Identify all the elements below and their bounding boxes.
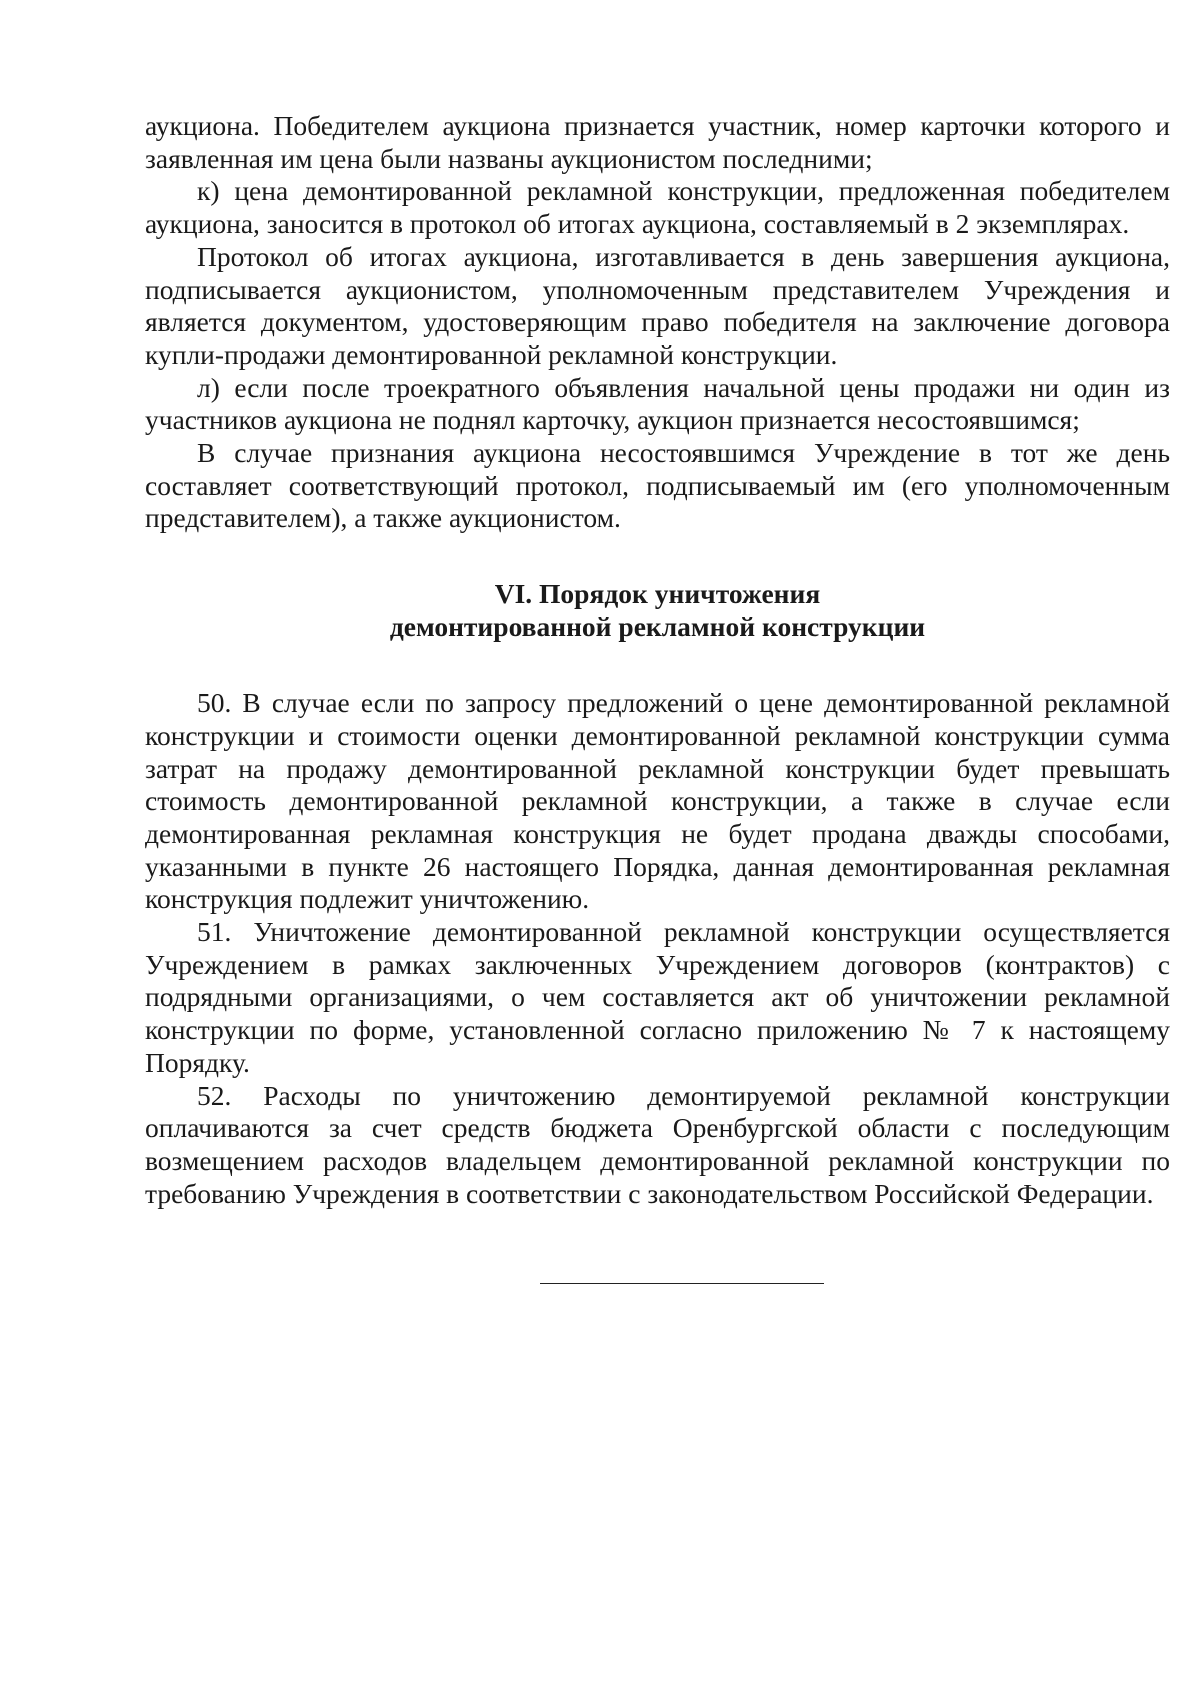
document-body — [145, 110, 1170, 1210]
paragraph-failed-auction: В случае признания аукциона несостоявшимся Учреждение в тот же день составляет соответствующий протокол, подписываемый им (его уполномоченным представителем), а также аукционистом. — [145, 437, 1170, 534]
paragraph-item-52: 52. Расходы по уничтожению демонтируемой рекламной конструкции оплачиваются за счет средств бюджета Оренбургской области с последующим возмещением расходов владельцем демонтированной рекламной конструкции по требованию Учреждения в соответствии с законодательством Российской Федерации. — [145, 1079, 1170, 1209]
paragraph-item-k: к) цена демонтированной рекламной конструкции, предложенная победителем аукциона, заносится в протокол об итогах аукциона, составляемый в 2 экземплярах. — [145, 175, 1170, 240]
closing-divider — [540, 1283, 824, 1284]
section-heading-line-2: демонтированной рекламной конструкции — [389, 611, 926, 643]
paragraph-item-51: 51. Уничтожение демонтированной рекламной конструкции осуществляется Учреждением в рамках заключенных Учреждением договоров (контрактов) с подрядными организациями, о чем составляется акт об уничтожении рекламной конструкции по форме, установленной согласно приложению № 7 к настоящему Порядку. — [145, 916, 1170, 1078]
section-heading-line-1: VI. Порядок уничтожения — [494, 578, 821, 610]
paragraph-item-l: л) если после троекратного объявления начальной цены продажи ни один из участников аукциона не поднял карточку, аукцион признается несостоявшимся; — [145, 371, 1170, 436]
paragraph-item-50: 50. В случае если по запросу предложений о цене демонтированной рекламной конструкции и стоимости оценки демонтированной рекламной конструкции сумма затрат на продажу демонтированной рекламной конструкции будет превышать стоимость демонтированной рекламной конструкции, а также в случае если демонтированная рекламная конструкция не будет продана дважды способами, указанными в пункте 26 настоящего Порядка, данная демонтированная рекламная конструкция подлежит уничтожению. — [145, 687, 1170, 915]
paragraph-auction-winner: аукциона. Победителем аукциона признается участник, номер карточки которого и заявленная им цена были названы аукционистом последними; — [145, 110, 1170, 174]
section-heading — [145, 577, 1170, 643]
paragraph-protocol: Протокол об итогах аукциона, изготавливается в день завершения аукциона, подписывается аукционистом, уполномоченным представителем Учреждения и является документом, удостоверяющим право победителя на заключение договора купли-продажи демонтированной рекламной конструкции. — [145, 240, 1170, 370]
